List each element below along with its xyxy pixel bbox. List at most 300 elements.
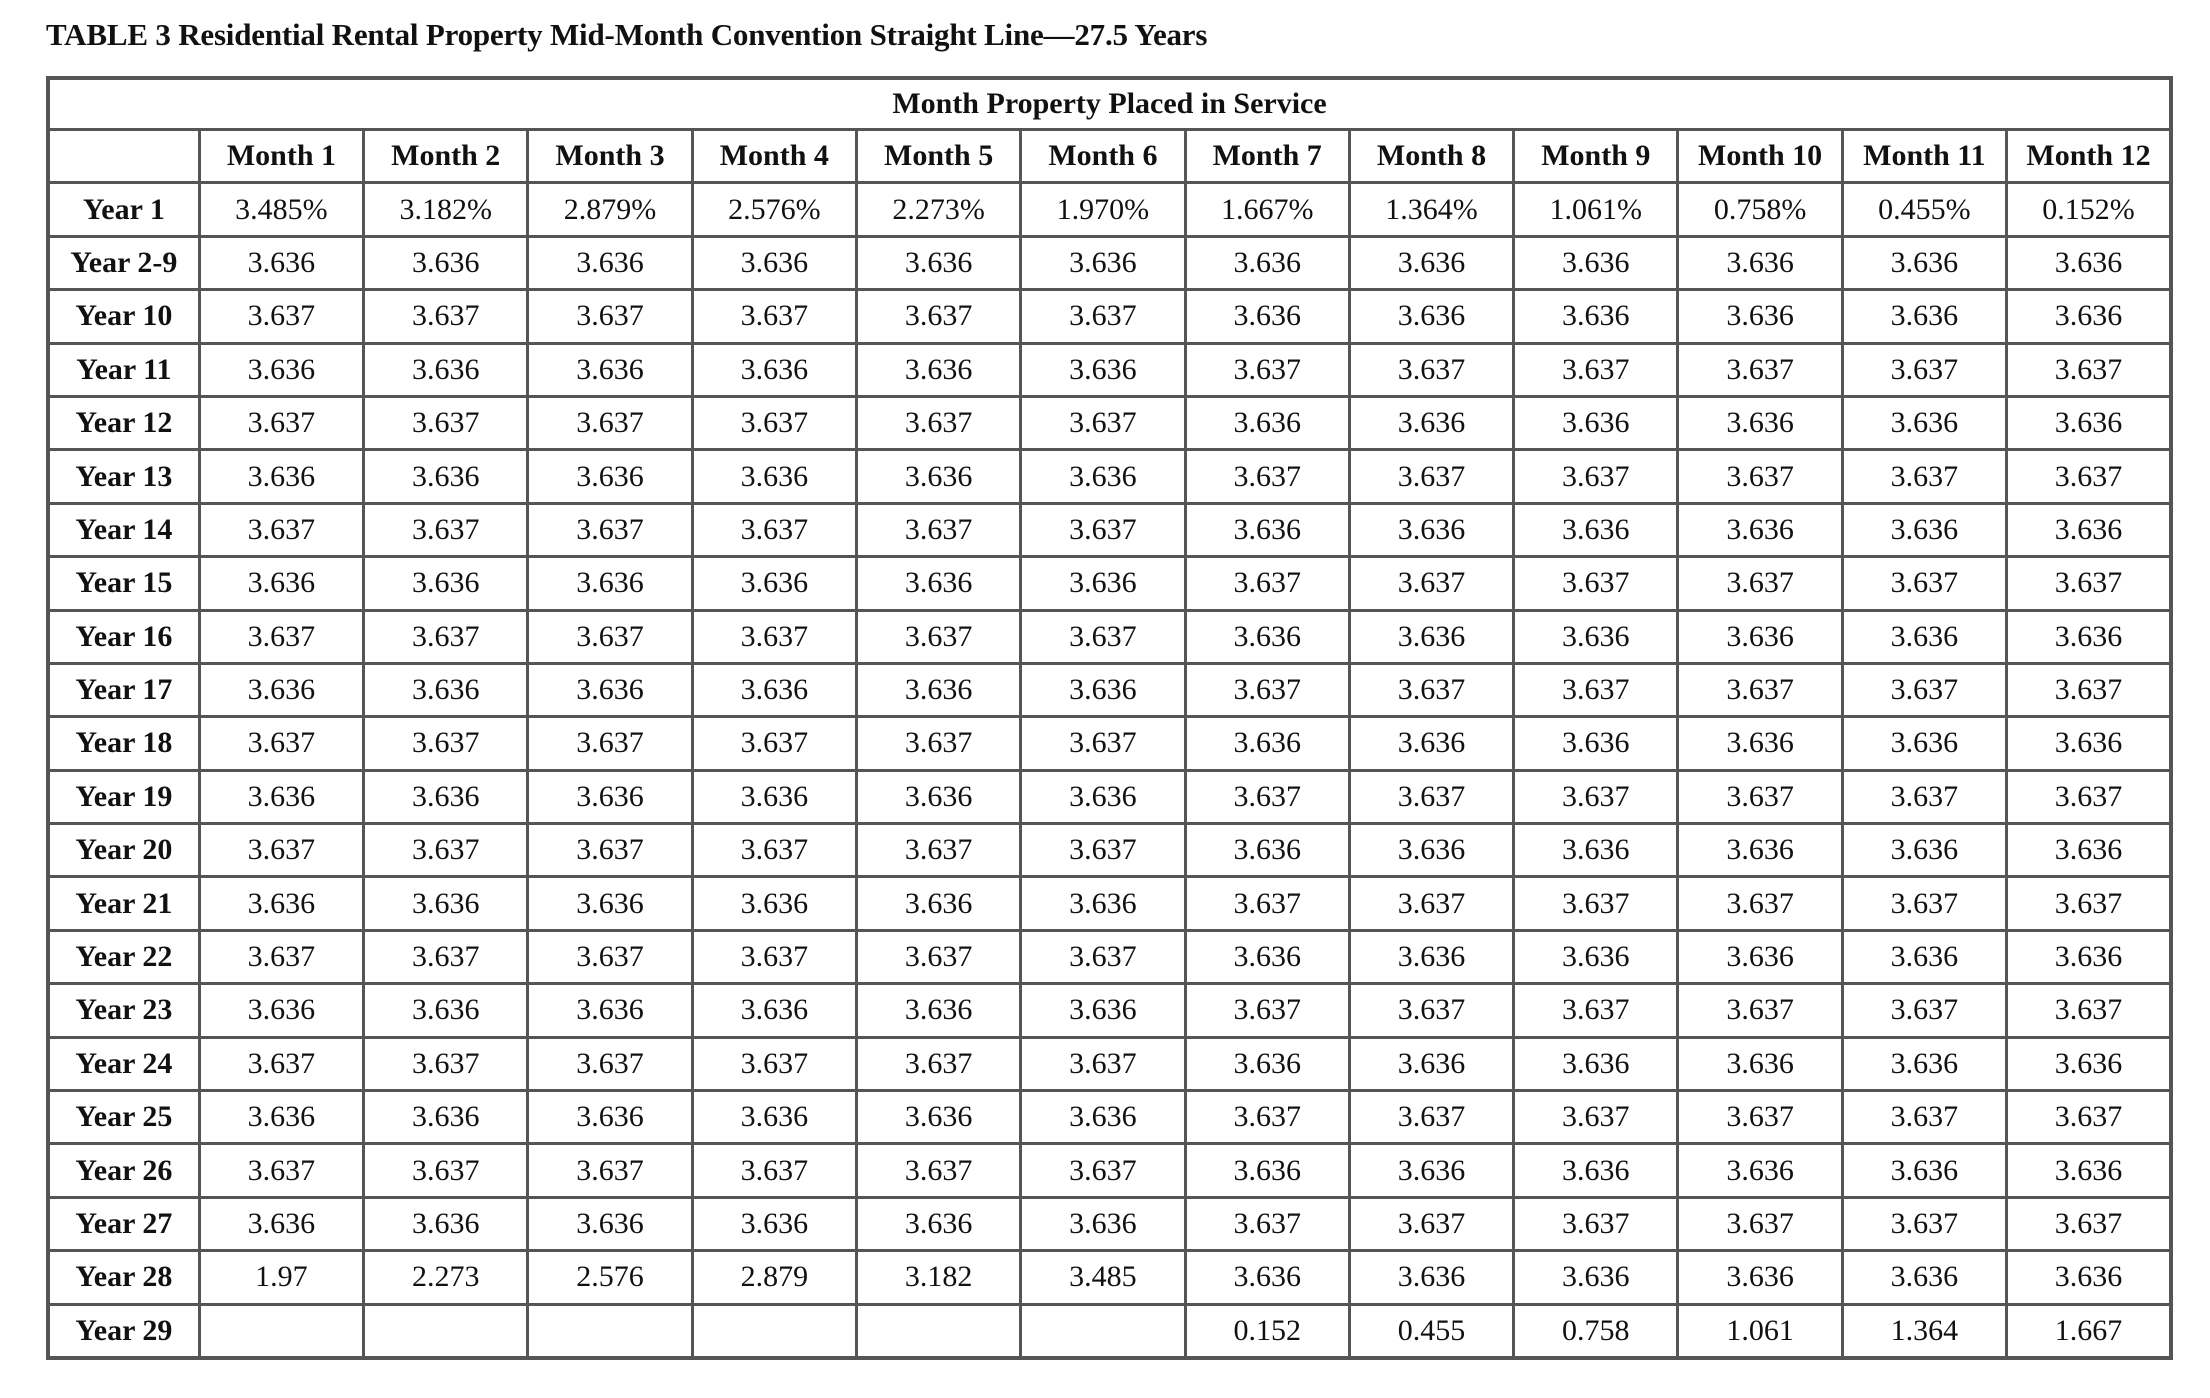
table-cell: 3.636 [1514, 503, 1678, 556]
table-cell: 3.637 [692, 824, 856, 877]
table-cell: 3.636 [528, 1091, 692, 1144]
table-row [48, 1091, 2171, 1144]
table-cell: 3.636 [364, 1091, 528, 1144]
table-cell: 3.636 [1185, 1251, 1349, 1304]
corner-cell [48, 130, 199, 183]
table-cell: 3.637 [1021, 930, 1185, 983]
table-cell: 3.637 [199, 930, 363, 983]
table-cell: 3.636 [1185, 930, 1349, 983]
table-cell: 3.636 [1514, 1037, 1678, 1090]
table-cell: 3.637 [2007, 557, 2171, 610]
table-cell: 3.636 [1678, 1251, 1842, 1304]
table-cell: 3.637 [364, 396, 528, 449]
table-cell: 3.636 [1349, 1251, 1513, 1304]
table-cell: 3.637 [528, 503, 692, 556]
row-label: Year 27 [48, 1197, 199, 1250]
table-cell: 3.636 [1185, 290, 1349, 343]
table-cell: 3.636 [528, 984, 692, 1037]
table-cell: 3.636 [364, 663, 528, 716]
table-cell: 3.636 [1349, 610, 1513, 663]
table-cell: 3.636 [2007, 1037, 2171, 1090]
table-cell: 3.637 [856, 930, 1020, 983]
table-cell: 3.636 [2007, 396, 2171, 449]
table-cell: 3.637 [1185, 984, 1349, 1037]
table-cell: 3.637 [856, 290, 1020, 343]
table-cell: 3.636 [2007, 1251, 2171, 1304]
table-cell: 3.636 [1349, 503, 1513, 556]
table-cell: 3.636 [199, 236, 363, 289]
table-cell: 3.637 [1349, 1197, 1513, 1250]
row-label: Year 10 [48, 290, 199, 343]
table-cell: 3.636 [364, 236, 528, 289]
row-label: Year 20 [48, 824, 199, 877]
table-cell: 3.637 [1514, 1091, 1678, 1144]
row-label: Year 1 [48, 183, 199, 236]
table-cell: 3.636 [1842, 1037, 2006, 1090]
table-cell: 3.636 [1514, 717, 1678, 770]
table-cell: 3.636 [1021, 450, 1185, 503]
table-cell: 3.637 [528, 290, 692, 343]
table-cell: 3.637 [692, 717, 856, 770]
table-cell: 3.636 [1185, 1037, 1349, 1090]
table-cell: 3.637 [1349, 984, 1513, 1037]
table-cell: 3.636 [692, 984, 856, 1037]
table-cell: 3.636 [528, 343, 692, 396]
table-cell: 3.636 [1514, 1251, 1678, 1304]
table-cell [692, 1304, 856, 1358]
table-cell: 3.637 [2007, 1091, 2171, 1144]
table-cell: 3.637 [1021, 396, 1185, 449]
table-row [48, 183, 2171, 236]
table-cell: 3.637 [364, 1144, 528, 1197]
table-cell: 3.637 [1021, 610, 1185, 663]
table-cell: 3.636 [199, 984, 363, 1037]
table-cell: 3.636 [1842, 503, 2006, 556]
table-cell: 3.637 [2007, 343, 2171, 396]
table-cell: 3.636 [692, 557, 856, 610]
table-cell: 3.637 [199, 503, 363, 556]
table-cell: 1.061% [1514, 183, 1678, 236]
table-cell: 0.455 [1349, 1304, 1513, 1358]
table-cell: 3.636 [528, 557, 692, 610]
table-cell: 3.636 [528, 1197, 692, 1250]
table-cell: 3.637 [1678, 557, 1842, 610]
table-row [48, 717, 2171, 770]
row-label: Year 2-9 [48, 236, 199, 289]
table-cell: 3.637 [364, 717, 528, 770]
table-cell: 3.637 [364, 503, 528, 556]
table-cell: 3.636 [856, 984, 1020, 1037]
table-cell: 3.636 [1185, 1144, 1349, 1197]
table-cell: 3.637 [692, 1144, 856, 1197]
table-cell: 3.636 [1514, 290, 1678, 343]
table-cell: 3.636 [1349, 930, 1513, 983]
table-cell: 3.636 [528, 663, 692, 716]
table-cell: 3.637 [692, 290, 856, 343]
table-cell: 3.637 [1514, 343, 1678, 396]
table-cell: 3.636 [364, 450, 528, 503]
table-cell: 3.636 [1514, 236, 1678, 289]
table-cell: 3.637 [199, 824, 363, 877]
table-cell: 3.636 [1021, 557, 1185, 610]
table-cell: 3.637 [856, 1144, 1020, 1197]
table-cell: 3.636 [364, 877, 528, 930]
table-cell: 3.636 [1514, 610, 1678, 663]
table-cell: 1.364 [1842, 1304, 2006, 1358]
table-cell: 3.636 [1678, 610, 1842, 663]
table-cell: 3.636 [364, 770, 528, 823]
table-cell: 3.636 [1842, 930, 2006, 983]
row-label: Year 24 [48, 1037, 199, 1090]
table-cell: 3.637 [1678, 450, 1842, 503]
table-cell: 3.636 [2007, 503, 2171, 556]
table-cell: 3.636 [856, 236, 1020, 289]
table-cell: 3.636 [692, 877, 856, 930]
table-cell: 3.637 [364, 610, 528, 663]
table-cell: 3.636 [199, 1197, 363, 1250]
table-cell: 3.636 [856, 343, 1020, 396]
table-cell: 3.636 [1514, 396, 1678, 449]
table-cell: 2.576 [528, 1251, 692, 1304]
table-row [48, 984, 2171, 1037]
row-label: Year 23 [48, 984, 199, 1037]
table-cell: 3.637 [528, 610, 692, 663]
table-cell: 3.636 [1021, 236, 1185, 289]
table-cell: 3.636 [528, 450, 692, 503]
table-cell: 3.636 [692, 1197, 856, 1250]
row-label: Year 21 [48, 877, 199, 930]
table-cell: 3.636 [856, 557, 1020, 610]
table-cell: 3.637 [528, 396, 692, 449]
table-row [48, 610, 2171, 663]
table-cell: 3.636 [1021, 770, 1185, 823]
table-cell: 3.637 [1185, 1197, 1349, 1250]
table-cell [856, 1304, 1020, 1358]
table-row [48, 236, 2171, 289]
table-cell: 3.637 [1842, 984, 2006, 1037]
table-cell: 3.637 [199, 396, 363, 449]
table-cell: 3.636 [1678, 290, 1842, 343]
table-cell: 3.637 [364, 930, 528, 983]
table-row [48, 930, 2171, 983]
column-header: Month 11 [1842, 130, 2006, 183]
table-cell: 0.758 [1514, 1304, 1678, 1358]
table-cell: 3.636 [2007, 930, 2171, 983]
row-label: Year 16 [48, 610, 199, 663]
column-header: Month 10 [1678, 130, 1842, 183]
table-cell [1021, 1304, 1185, 1358]
table-cell: 3.636 [1349, 290, 1513, 343]
table-cell: 3.637 [692, 396, 856, 449]
row-label: Year 29 [48, 1304, 199, 1358]
row-label: Year 25 [48, 1091, 199, 1144]
table-cell: 3.636 [1349, 396, 1513, 449]
table-cell: 3.637 [1842, 557, 2006, 610]
table-cell: 3.637 [1842, 1197, 2006, 1250]
table-cell: 3.485% [199, 183, 363, 236]
table-cell: 3.637 [1349, 877, 1513, 930]
table-cell: 3.636 [1185, 824, 1349, 877]
table-cell: 3.637 [1514, 770, 1678, 823]
table-cell: 3.636 [856, 450, 1020, 503]
table-cell: 3.636 [856, 1197, 1020, 1250]
table-cell: 3.636 [1678, 236, 1842, 289]
table-row [48, 503, 2171, 556]
table-cell: 3.636 [1678, 396, 1842, 449]
table-cell: 3.637 [856, 396, 1020, 449]
table-cell: 3.637 [1842, 1091, 2006, 1144]
group-header: Month Property Placed in Service [48, 78, 2171, 130]
table-cell: 3.636 [856, 770, 1020, 823]
table-row [48, 663, 2171, 716]
table-cell: 3.637 [364, 1037, 528, 1090]
row-label: Year 12 [48, 396, 199, 449]
table-row [48, 877, 2171, 930]
table-cell: 0.455% [1842, 183, 2006, 236]
table-cell: 3.636 [1678, 503, 1842, 556]
table-cell: 3.636 [856, 663, 1020, 716]
table-cell: 3.636 [199, 663, 363, 716]
table-cell: 3.637 [1185, 450, 1349, 503]
table-cell: 3.636 [2007, 1144, 2171, 1197]
column-header: Month 3 [528, 130, 692, 183]
table-cell: 3.636 [1021, 1197, 1185, 1250]
table-cell: 3.485 [1021, 1251, 1185, 1304]
table-cell: 3.636 [692, 770, 856, 823]
row-label: Year 26 [48, 1144, 199, 1197]
table-cell: 3.636 [364, 343, 528, 396]
table-cell: 3.637 [692, 930, 856, 983]
column-header: Month 2 [364, 130, 528, 183]
table-cell [528, 1304, 692, 1358]
table-cell: 3.637 [364, 290, 528, 343]
table-cell: 3.637 [528, 1037, 692, 1090]
table-cell: 3.637 [692, 610, 856, 663]
table-cell: 3.636 [1021, 877, 1185, 930]
table-cell: 1.667 [2007, 1304, 2171, 1358]
table-cell: 3.636 [1842, 1144, 2006, 1197]
table-cell: 1.061 [1678, 1304, 1842, 1358]
table-row [48, 396, 2171, 449]
table-cell: 3.636 [1185, 396, 1349, 449]
table-row [48, 1251, 2171, 1304]
table-cell: 3.636 [692, 236, 856, 289]
row-label: Year 15 [48, 557, 199, 610]
table-cell: 3.636 [2007, 290, 2171, 343]
table-cell: 3.637 [1678, 663, 1842, 716]
table-cell: 3.636 [1349, 717, 1513, 770]
table-cell: 3.637 [1349, 663, 1513, 716]
table-cell: 3.637 [364, 824, 528, 877]
row-label: Year 28 [48, 1251, 199, 1304]
table-cell: 3.636 [1185, 717, 1349, 770]
table-cell: 3.636 [2007, 236, 2171, 289]
table-cell: 3.636 [1514, 1144, 1678, 1197]
table-cell: 3.636 [364, 1197, 528, 1250]
table-cell: 3.637 [1185, 770, 1349, 823]
table-cell: 3.637 [692, 503, 856, 556]
table-row [48, 1037, 2171, 1090]
table-cell: 3.636 [1842, 290, 2006, 343]
table-row [48, 770, 2171, 823]
table-cell: 3.637 [1678, 770, 1842, 823]
table-cell: 1.364% [1349, 183, 1513, 236]
table-cell: 3.637 [528, 930, 692, 983]
table-cell: 3.636 [1021, 984, 1185, 1037]
table-cell: 3.637 [1514, 1197, 1678, 1250]
table-cell: 3.636 [692, 450, 856, 503]
table-row [48, 1144, 2171, 1197]
table-cell: 3.637 [1514, 877, 1678, 930]
column-header: Month 1 [199, 130, 363, 183]
table-cell: 2.879 [692, 1251, 856, 1304]
table-cell: 3.637 [1021, 503, 1185, 556]
column-header: Month 7 [1185, 130, 1349, 183]
table-cell: 3.636 [1185, 610, 1349, 663]
table-cell: 3.636 [2007, 824, 2171, 877]
table-cell: 3.636 [1021, 1091, 1185, 1144]
table-cell: 3.637 [1021, 1037, 1185, 1090]
table-cell: 3.636 [1678, 824, 1842, 877]
table-cell: 3.637 [1514, 663, 1678, 716]
table-cell: 0.758% [1678, 183, 1842, 236]
table-row [48, 450, 2171, 503]
table-body [48, 183, 2171, 1358]
table-cell: 3.636 [1021, 343, 1185, 396]
table-cell: 2.879% [528, 183, 692, 236]
table-row [48, 343, 2171, 396]
table-cell: 3.636 [1185, 236, 1349, 289]
column-header: Month 12 [2007, 130, 2171, 183]
row-label: Year 22 [48, 930, 199, 983]
table-cell: 3.636 [1678, 1144, 1842, 1197]
table-cell: 3.637 [1678, 343, 1842, 396]
table-cell: 3.637 [2007, 984, 2171, 1037]
column-header: Month 8 [1349, 130, 1513, 183]
table-row [48, 557, 2171, 610]
table-cell: 3.636 [1678, 1037, 1842, 1090]
table-cell: 3.637 [1185, 663, 1349, 716]
table-title: TABLE 3 Residential Rental Property Mid-Month Convention Straight Line—27.5 Years [46, 17, 1208, 52]
table-cell: 3.636 [199, 770, 363, 823]
table-cell: 3.636 [199, 450, 363, 503]
table-cell: 3.637 [1021, 1144, 1185, 1197]
table-cell: 3.636 [1842, 236, 2006, 289]
table-cell: 2.273 [364, 1251, 528, 1304]
table-cell: 3.637 [1678, 877, 1842, 930]
table-cell: 0.152 [1185, 1304, 1349, 1358]
table-cell: 3.637 [1021, 717, 1185, 770]
table-cell: 3.636 [528, 236, 692, 289]
table-cell: 3.636 [364, 557, 528, 610]
table-cell: 3.637 [2007, 663, 2171, 716]
row-label: Year 13 [48, 450, 199, 503]
table-cell: 3.637 [1514, 557, 1678, 610]
table-cell: 3.636 [692, 663, 856, 716]
row-label: Year 19 [48, 770, 199, 823]
table-cell: 3.636 [1514, 930, 1678, 983]
column-header: Month 9 [1514, 130, 1678, 183]
table-cell: 3.637 [528, 717, 692, 770]
table-cell: 3.636 [199, 557, 363, 610]
table-cell: 3.636 [856, 1091, 1020, 1144]
table-cell: 3.637 [1185, 557, 1349, 610]
table-cell: 2.576% [692, 183, 856, 236]
table-cell: 3.636 [1842, 824, 2006, 877]
table-cell: 3.636 [856, 877, 1020, 930]
column-header: Month 4 [692, 130, 856, 183]
table-cell [199, 1304, 363, 1358]
table-cell: 3.636 [528, 770, 692, 823]
table-cell: 3.637 [1185, 1091, 1349, 1144]
table-cell: 3.636 [692, 343, 856, 396]
table-cell: 3.636 [2007, 717, 2171, 770]
table-cell: 3.636 [692, 1091, 856, 1144]
column-header: Month 5 [856, 130, 1020, 183]
table-cell: 3.637 [856, 1037, 1020, 1090]
table-cell: 3.637 [692, 1037, 856, 1090]
table-cell: 3.637 [1842, 343, 2006, 396]
table-cell: 3.637 [528, 824, 692, 877]
table-cell: 3.637 [2007, 450, 2171, 503]
table-cell: 3.636 [1678, 930, 1842, 983]
depreciation-table [46, 76, 2173, 1360]
table-cell: 3.637 [2007, 770, 2171, 823]
table-cell: 3.636 [1678, 717, 1842, 770]
table-cell: 3.182% [364, 183, 528, 236]
table-cell: 3.637 [856, 824, 1020, 877]
table-cell: 3.637 [1842, 770, 2006, 823]
table-cell: 3.637 [1678, 984, 1842, 1037]
table-cell: 3.637 [199, 610, 363, 663]
table-cell: 3.636 [1842, 717, 2006, 770]
table-cell: 3.637 [1842, 450, 2006, 503]
table-cell: 3.637 [1514, 450, 1678, 503]
table-cell: 3.637 [1185, 343, 1349, 396]
table-cell: 3.637 [856, 503, 1020, 556]
table-cell: 3.636 [1185, 503, 1349, 556]
table-cell: 3.637 [1842, 877, 2006, 930]
table-cell: 3.636 [1842, 396, 2006, 449]
table-cell: 3.636 [364, 984, 528, 1037]
table-cell: 1.667% [1185, 183, 1349, 236]
table-cell: 3.636 [1842, 610, 2006, 663]
table-cell: 3.637 [1678, 1091, 1842, 1144]
group-header-row [48, 78, 2171, 130]
table-cell: 3.636 [1349, 1144, 1513, 1197]
table-cell: 3.637 [199, 717, 363, 770]
row-label: Year 11 [48, 343, 199, 396]
column-header: Month 6 [1021, 130, 1185, 183]
month-header-row [48, 130, 2171, 183]
table-cell: 3.637 [199, 1144, 363, 1197]
table-cell: 3.637 [1021, 290, 1185, 343]
table-cell: 3.637 [1514, 984, 1678, 1037]
table-row [48, 824, 2171, 877]
table-cell: 3.637 [856, 717, 1020, 770]
table-cell: 3.637 [1021, 824, 1185, 877]
table-cell: 3.637 [528, 1144, 692, 1197]
table-cell: 3.637 [1842, 663, 2006, 716]
table-cell: 3.636 [1349, 824, 1513, 877]
table-row [48, 1197, 2171, 1250]
table-cell: 3.637 [199, 1037, 363, 1090]
table-cell: 3.636 [1349, 236, 1513, 289]
table-cell: 3.637 [1349, 450, 1513, 503]
table-cell: 2.273% [856, 183, 1020, 236]
table-cell [364, 1304, 528, 1358]
table-row [48, 1304, 2171, 1358]
